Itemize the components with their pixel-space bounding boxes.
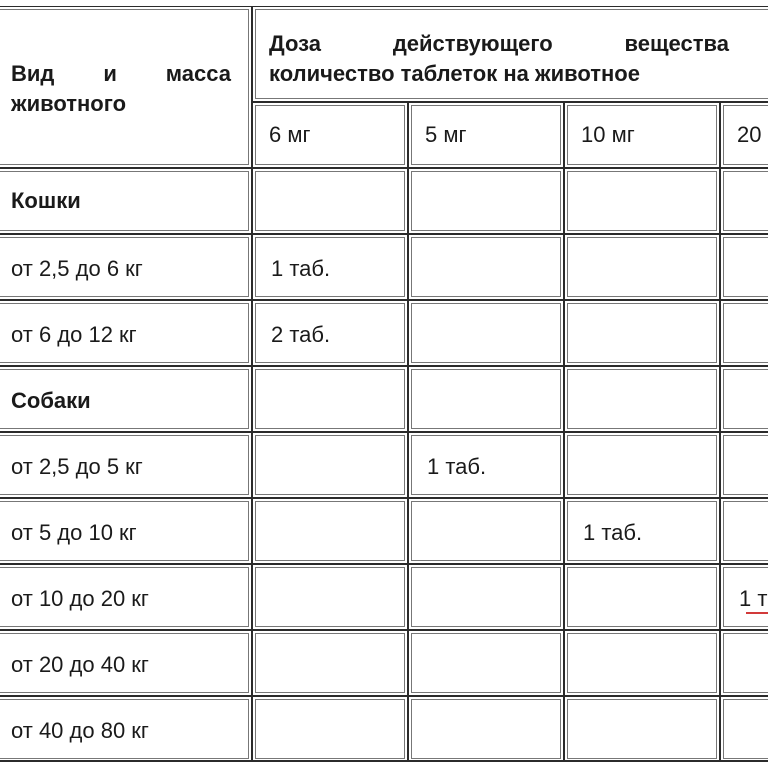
cell-value: 2 таб. [271,322,331,347]
table-cell [252,300,408,366]
cell-value: 1 таб. [271,256,331,281]
table-cell [564,168,720,234]
table-cell [564,630,720,696]
dose-header-6mg [252,102,408,168]
table-cell [408,498,564,564]
dose-header-5mg [408,102,564,168]
spellcheck-underline [746,612,768,614]
table-cell [252,432,408,498]
cell-value: 1 т [739,586,768,611]
table-cell [564,498,720,564]
table-cell [408,630,564,696]
table-cell [720,564,768,630]
table-cell [252,366,408,432]
header-species-mass-cell [0,6,252,168]
table-cell [720,300,768,366]
table-cell [408,300,564,366]
header-word: вещества [624,31,729,56]
table-cell [720,498,768,564]
mass-range-label: от 2,5 до 5 кг [11,454,143,479]
table-cell [564,696,720,762]
header-species-mass-line1 [11,59,231,89]
row-label-cell [0,630,252,696]
dose-label: 20 [737,122,762,147]
dose-label: 5 мг [425,122,467,147]
table-cell [408,696,564,762]
header-species-mass-line2: животного [11,91,127,116]
row-label-cell [0,366,252,432]
dose-header-20mg [720,102,768,168]
row-label-cell [0,168,252,234]
mass-range-label: от 20 до 40 кг [11,652,149,677]
group-label: Кошки [11,188,81,213]
table-cell [252,498,408,564]
header-dose-cell [252,6,768,102]
header-word: масса [165,61,231,86]
header-dose-line2: количество таблеток на животное [269,61,640,86]
row-label-cell [0,564,252,630]
row-label-cell [0,432,252,498]
mass-range-label: от 40 до 80 кг [11,718,149,743]
table-cell [408,564,564,630]
row-label-cell [0,498,252,564]
table-cell [720,366,768,432]
dose-label: 6 мг [269,122,311,147]
table-cell [720,696,768,762]
table-cell [252,564,408,630]
table-cell [720,630,768,696]
mass-range-label: от 6 до 12 кг [11,322,137,347]
table-cell [720,234,768,300]
table-bottom-rule [0,760,768,762]
header-dose-line1 [269,29,729,59]
cell-value: 1 таб. [583,520,643,545]
table-cell [252,234,408,300]
header-word: действующего [392,31,553,56]
mass-range-label: от 5 до 10 кг [11,520,137,545]
row-label-cell [0,234,252,300]
table-cell [408,432,564,498]
table-cell [408,168,564,234]
cell-value: 1 таб. [427,454,487,479]
table-cell [564,300,720,366]
dose-header-10mg [564,102,720,168]
table-cell [564,366,720,432]
table-cell [564,564,720,630]
row-label-cell [0,696,252,762]
table-cell [408,234,564,300]
dose-label: 10 мг [581,122,635,147]
table-cell [252,630,408,696]
header-word: и [103,61,117,86]
mass-range-label: от 2,5 до 6 кг [11,256,143,281]
header-word: Доза [269,31,321,56]
table-cell [564,234,720,300]
table-cell [720,168,768,234]
table-cell [252,696,408,762]
group-label: Собаки [11,388,91,413]
table-cell [252,168,408,234]
mass-range-label: от 10 до 20 кг [11,586,149,611]
header-word: Вид [11,61,55,86]
row-label-cell [0,300,252,366]
table-cell [720,432,768,498]
table-cell [408,366,564,432]
table-cell [564,432,720,498]
